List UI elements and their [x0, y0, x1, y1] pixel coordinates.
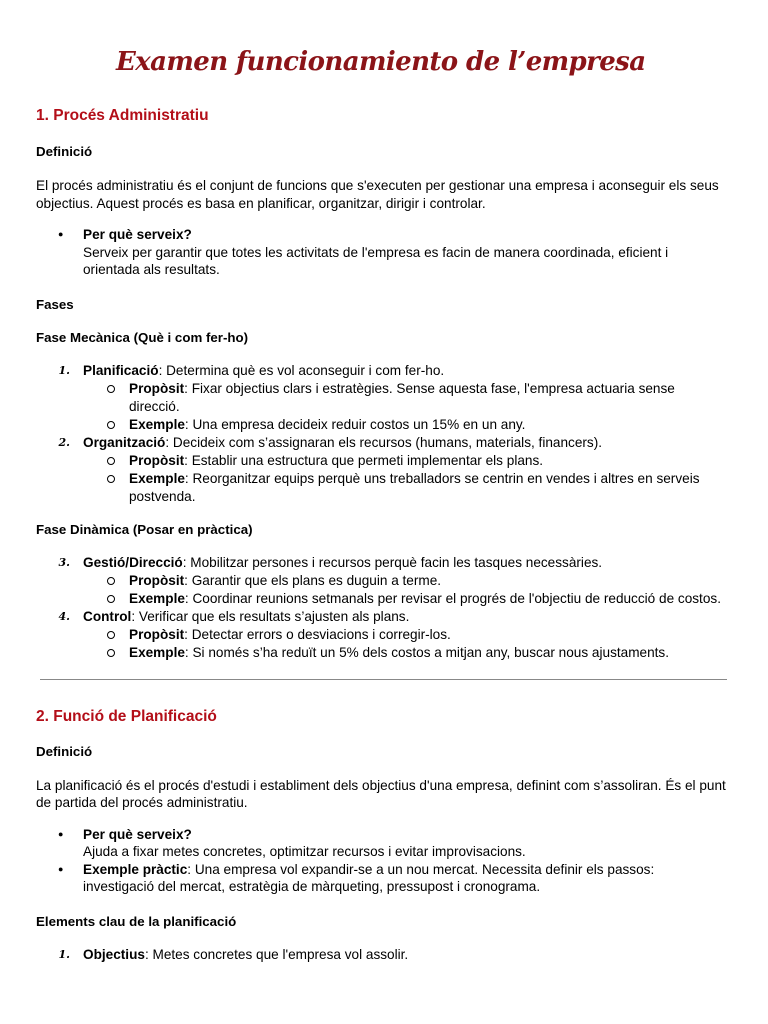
example-text: : Si només s’ha reduït un 5% dels costos a mitjan any, buscar nous ajustaments. — [184, 644, 670, 660]
definition-label-2: Definició — [36, 743, 93, 759]
bullet-label: Per què serveix? — [83, 227, 192, 242]
bullet-text: Ajuda a fixar metes concretes, optimitzar recursos i evitar improvisacions. — [83, 844, 526, 859]
step-detail-list — [83, 572, 727, 608]
item-text: : Metes concretes que l'empresa vol assolir. — [144, 946, 409, 962]
example-label: Exemple — [129, 644, 185, 660]
purpose-label: Propòsit — [129, 380, 185, 396]
example-label: Exemple — [129, 590, 185, 606]
list-item — [36, 608, 727, 662]
step-label: Planificació — [83, 362, 159, 378]
list-item — [83, 626, 727, 644]
step-detail-list — [83, 626, 727, 662]
purpose-text: : Establir una estructura que permeti implementar els plans. — [184, 452, 544, 468]
step-number: 4. — [58, 609, 70, 623]
list-item — [36, 554, 727, 608]
list-item — [83, 452, 727, 470]
list-item — [36, 946, 727, 964]
list-item — [83, 572, 727, 590]
list-item — [83, 644, 727, 662]
purpose-label: Propòsit — [129, 572, 185, 588]
item-label: Objectius — [83, 946, 145, 962]
list-item — [36, 826, 727, 861]
step-text: : Verificar que els resultats s’ajusten als plans. — [131, 608, 410, 624]
example-text: : Coordinar reunions setmanals per revisar el progrés de l'objectiu de reducció de costos. — [184, 590, 721, 606]
purpose-text: : Detectar errors o desviacions i corregir-los. — [184, 626, 451, 642]
list-item — [36, 434, 727, 506]
purpose-bullet-list-1 — [36, 226, 727, 279]
step-number: 1. — [58, 363, 70, 377]
bullet-label: Per què serveix? — [83, 826, 192, 842]
example-label: Exemple — [129, 416, 185, 432]
dynamic-steps-list — [36, 554, 727, 662]
document-title: Examen funcionamiento de l’empresa — [116, 47, 646, 77]
step-number: 2. — [58, 435, 70, 449]
purpose-label: Propòsit — [129, 452, 185, 468]
list-item — [83, 380, 727, 416]
purpose-text: : Fixar objectius clars i estratègies. Sense aquesta fase, l'empresa actuaria sense direcció. — [129, 380, 675, 414]
bullet-text: Serveix per garantir que totes les activitats de l'empresa es facin de manera coordinada, eficient i orientada als resultats. — [83, 244, 669, 277]
key-elements-list — [36, 946, 727, 964]
definition-text-2: La planificació és el procés d'estudi i establiment dels objectius d'una empresa, definint com s’assoliran. És el punt de partida del procés administratiu. — [36, 777, 726, 810]
dynamic-phase-label: Fase Dinàmica (Posar en pràctica) — [36, 521, 253, 537]
example-label: Exemple — [129, 470, 185, 486]
bullet-label: Exemple pràctic — [83, 861, 188, 877]
step-label: Organització — [83, 434, 166, 450]
purpose-bullet-list-2 — [36, 826, 727, 896]
section-2-heading: 2. Funció de Planificació — [36, 707, 217, 725]
list-item — [83, 416, 727, 434]
step-label: Control — [83, 608, 132, 624]
section-divider — [40, 679, 727, 680]
key-elements-label: Elements clau de la planificació — [36, 913, 237, 929]
list-item — [83, 590, 727, 608]
list-item — [36, 362, 727, 434]
phases-label: Fases — [36, 296, 74, 312]
step-detail-list — [83, 380, 727, 434]
list-item — [36, 226, 727, 279]
purpose-text: : Garantir que els plans es duguin a terme. — [184, 572, 442, 588]
example-text: : Reorganitzar equips perquè uns treballadors se centrin en vendes i altres en serveis postvenda. — [129, 470, 700, 504]
list-item — [36, 861, 727, 896]
step-number: 3. — [58, 555, 70, 569]
definition-text-1: El procés administratiu és el conjunt de funcions que s'executen per gestionar una empresa i aconseguir els seus objectius. Aquest procés es basa en planificar, organitzar, dirigir i controlar. — [36, 178, 719, 211]
purpose-label: Propòsit — [129, 626, 185, 642]
step-text: : Decideix com s’assignaran els recursos (humans, materials, financers). — [165, 434, 603, 450]
step-detail-list — [83, 452, 727, 506]
definition-label-1: Definició — [36, 144, 93, 159]
example-text: : Una empresa decideix reduir costos un 15% en un any. — [184, 416, 526, 432]
bullet-text: : Una empresa vol expandir-se a un nou mercat. Necessita definir els passos: investigació del mercat, estratègia de màrqueting, pressupost i cronograma. — [83, 861, 655, 894]
step-label: Gestió/Direcció — [83, 554, 183, 570]
step-text: : Determina què es vol aconseguir i com fer-ho. — [158, 362, 445, 378]
item-number: 1. — [58, 947, 70, 961]
section-1-heading: 1. Procés Administratiu — [36, 107, 209, 124]
list-item — [83, 470, 727, 506]
step-text: : Mobilitzar persones i recursos perquè facin les tasques necessàries. — [182, 554, 603, 570]
mechanical-phase-label: Fase Mecànica (Què i com fer-ho) — [36, 329, 249, 345]
mechanical-steps-list — [36, 362, 727, 506]
